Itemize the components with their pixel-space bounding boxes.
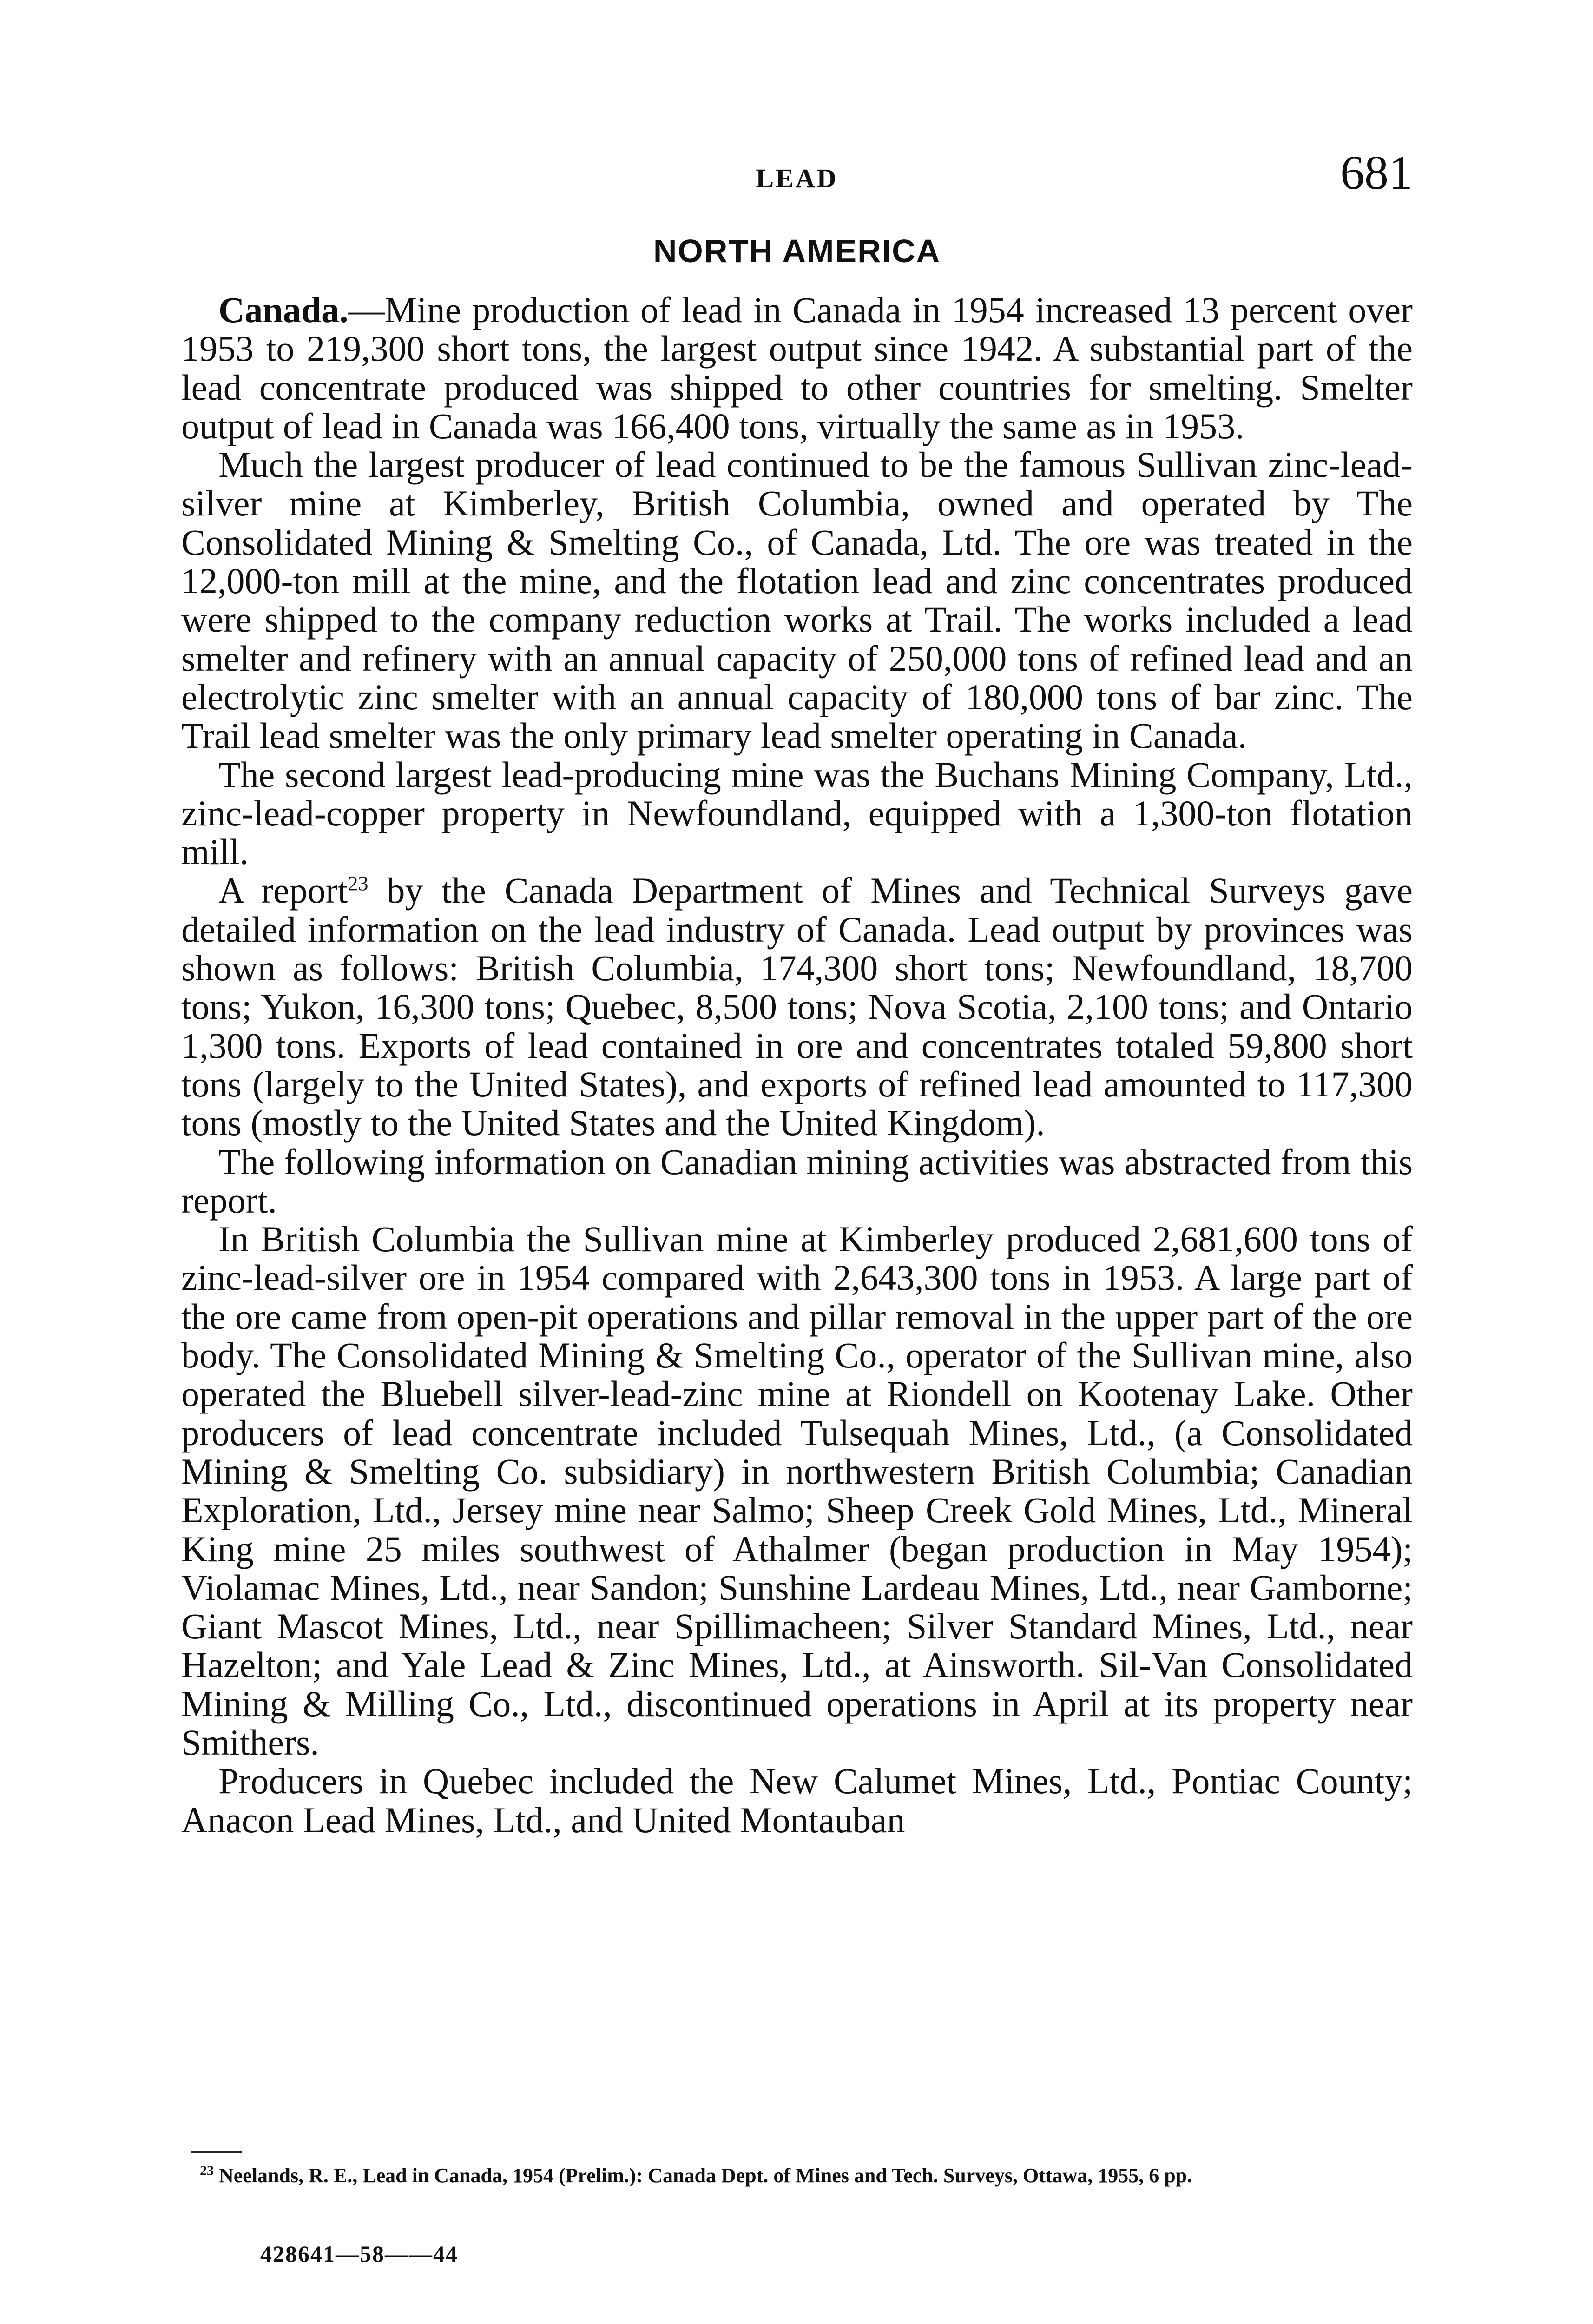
paragraph-buchans: The second largest lead-producing mine was the Buchans Mining Company, Ltd., zinc-lead-copper property in Newfoundland, equipped with a 1,300-ton flotation mill. bbox=[181, 754, 1413, 872]
paragraph-sullivan: Much the largest producer of lead continued to be the famous Sullivan zinc-lead-silver mine at Kimberley, British Columbia, owned and operated by The Consolidated Mining & Smelting Co., of Canada, Ltd. The ore was treated in the 12,000-ton mill at the mine, and the flotation lead and zinc concentrates produced were shipped to the company reduction works at Trail. The works included a lead smelter and refinery with an annual capacity of 250,000 tons of refined lead and an electrolytic zinc smelter with an annual capacity of 180,000 tons of bar zinc. The Trail lead smelter was the only primary lead smelter operating in Canada. bbox=[181, 444, 1413, 756]
paragraph-report bbox=[181, 871, 1413, 1142]
footnote bbox=[181, 2164, 1413, 2188]
footnote-text: Neelands, R. E., Lead in Canada, 1954 (Prelim.): Canada Dept. of Mines and Tech. Surveys, Ottawa, 1955, 6 pp. bbox=[214, 2164, 1192, 2187]
paragraph-british-columbia: In British Columbia the Sullivan mine at Kimberley produced 2,681,600 tons of zinc-lead-silver ore in 1954 compared with 2,643,300 tons in 1953. A large part of the ore came from open-pit operations and pillar removal in the upper part of the ore body. The Consolidated Mining & Smelting Co., operator of the Sullivan mine, also operated the Bluebell silver-lead-zinc mine at Riondell on Kootenay Lake. Other producers of lead concentrate included Tulsequah Mines, Ltd., (a Consolidated Mining & Smelting Co. subsidiary) in northwestern British Columbia; Canadian Exploration, Ltd., Jersey mine near Salmo; Sheep Creek Gold Mines, Ltd., Mineral King mine 25 miles southwest of Athalmer (began production in May 1954); Violamac Mines, Ltd., near Sandon; Sunshine Lardeau Mines, Ltd., near Gamborne; Giant Mascot Mines, Ltd., near Spillimacheen; Silver Standard Mines, Ltd., near Hazelton; and Yale Lead & Zinc Mines, Ltd., at Ainsworth. Sil-Van Consolidated Mining & Milling Co., Ltd., discontinued operations in April at its property near Smithers. bbox=[181, 1219, 1413, 1763]
page-number: 681 bbox=[1340, 146, 1413, 199]
body-text bbox=[181, 290, 1413, 1839]
paragraph-following: The following information on Canadian mining activities was abstracted from this report. bbox=[181, 1141, 1413, 1221]
running-head bbox=[181, 146, 1413, 200]
paragraph-text: —Mine production of lead in Canada in 1954 increased 13 percent over 1953 to 219,300 short tons, the largest output since 1942. A substantial part of the lead concentrate produced was shipped to other countries for smelting. Smelter output of lead in Canada was 166,400 tons, virtually the same as in 1953. bbox=[181, 290, 1413, 446]
paragraph-text: by the Canada Department of Mines and Technical Surveys gave detailed information on the lead industry of Canada. Lead output by provinces was shown as follows: British Columbia, 174,300 short tons; Newfoundland, 18,700 tons; Yukon, 16,300 tons; Quebec, 8,500 tons; Nova Scotia, 2,100 tons; and Ontario 1,300 tons. Exports of lead contained in ore and concentrates totaled 59,800 short tons (largely to the United States), and exports of refined lead amounted to 117,300 tons (mostly to the United States and the United Kingdom). bbox=[181, 870, 1413, 1143]
print-code: 428641—58——44 bbox=[260, 2241, 458, 2267]
paragraph-canada bbox=[181, 290, 1413, 445]
footnote-rule bbox=[191, 2151, 242, 2153]
paragraph-quebec: Producers in Quebec included the New Calumet Mines, Ltd., Pontiac County; Anacon Lead Mines, Ltd., and United Montauban bbox=[181, 1761, 1413, 1840]
section-title: NORTH AMERICA bbox=[653, 233, 941, 269]
footnote-marker: 23 bbox=[200, 2163, 214, 2179]
paragraph-text: A report bbox=[218, 870, 348, 911]
running-title: LEAD bbox=[756, 163, 838, 193]
footnote-reference: 23 bbox=[348, 872, 369, 895]
run-in-heading: Canada. bbox=[218, 290, 349, 330]
